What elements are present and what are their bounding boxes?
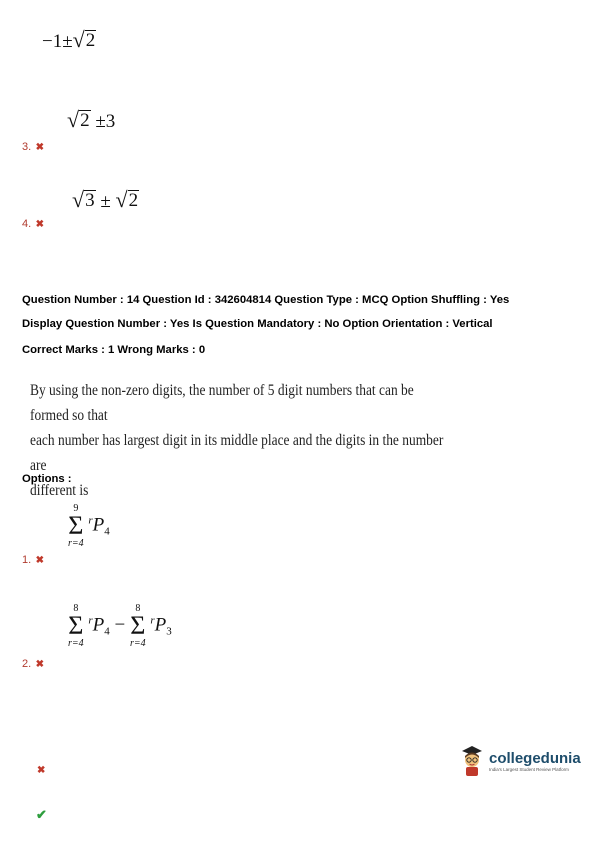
sum-symbol: 8 Σ r=4: [68, 603, 84, 649]
collegedunia-logo: [458, 745, 581, 777]
option-1-marker: [22, 550, 44, 568]
question-meta-line-2: Display Question Number : Yes Is Question Mandatory : No Option Orientation : Vertical: [22, 318, 493, 330]
prev-option-4-marker: [22, 214, 44, 232]
option-3-marker: [37, 760, 45, 778]
cross-icon: ✖: [35, 219, 45, 230]
mascot-icon: [458, 745, 486, 777]
option-number: 4.: [22, 218, 32, 230]
prev-option-4-expression: √ 3 ± √ 2: [72, 187, 139, 212]
logo-tagline: India's Largest Student Review Platform: [489, 766, 569, 772]
option-number: 3.: [22, 141, 32, 153]
option-number: 1.: [22, 554, 32, 566]
prev-option-2-expression: −1± √ 2: [42, 27, 96, 52]
option-number: 2.: [22, 658, 32, 670]
cross-icon: ✖: [37, 765, 46, 776]
option-2-marker: [22, 654, 44, 672]
cross-icon: ✖: [35, 659, 45, 670]
check-icon: ✔: [36, 807, 47, 822]
cross-icon: ✖: [35, 555, 45, 566]
sum-symbol: 8 Σ r=4: [130, 603, 146, 649]
option-4-marker: [36, 806, 47, 824]
prev-option-3-marker: [22, 137, 44, 155]
question-text: [30, 378, 450, 503]
option-1-expression: 9 Σ r=4 $^rP_4$: [68, 503, 110, 549]
question-text-line: each number has largest digit in its middle place and the digits in the number are: [30, 432, 444, 474]
options-label: Options :: [22, 473, 72, 485]
question-text-line: different is: [30, 482, 89, 499]
prev-option-3-expression: √ 2 ±3: [67, 107, 116, 132]
logo-name: collegedunia: [489, 749, 581, 767]
cross-icon: ✖: [35, 142, 45, 153]
question-meta-line-1: Question Number : 14 Question Id : 342604814 Question Type : MCQ Option Shuffling : Yes: [22, 294, 510, 306]
sum-symbol: 9 Σ r=4: [68, 503, 84, 549]
question-marks: Correct Marks : 1 Wrong Marks : 0: [22, 344, 206, 356]
question-text-line: By using the non-zero digits, the number of 5 digit numbers that can be formed so that: [30, 382, 414, 424]
option-2-expression: 8 Σ r=4 $^rP_4$ − 8 Σ r=4 $^rP_3$: [68, 603, 172, 649]
